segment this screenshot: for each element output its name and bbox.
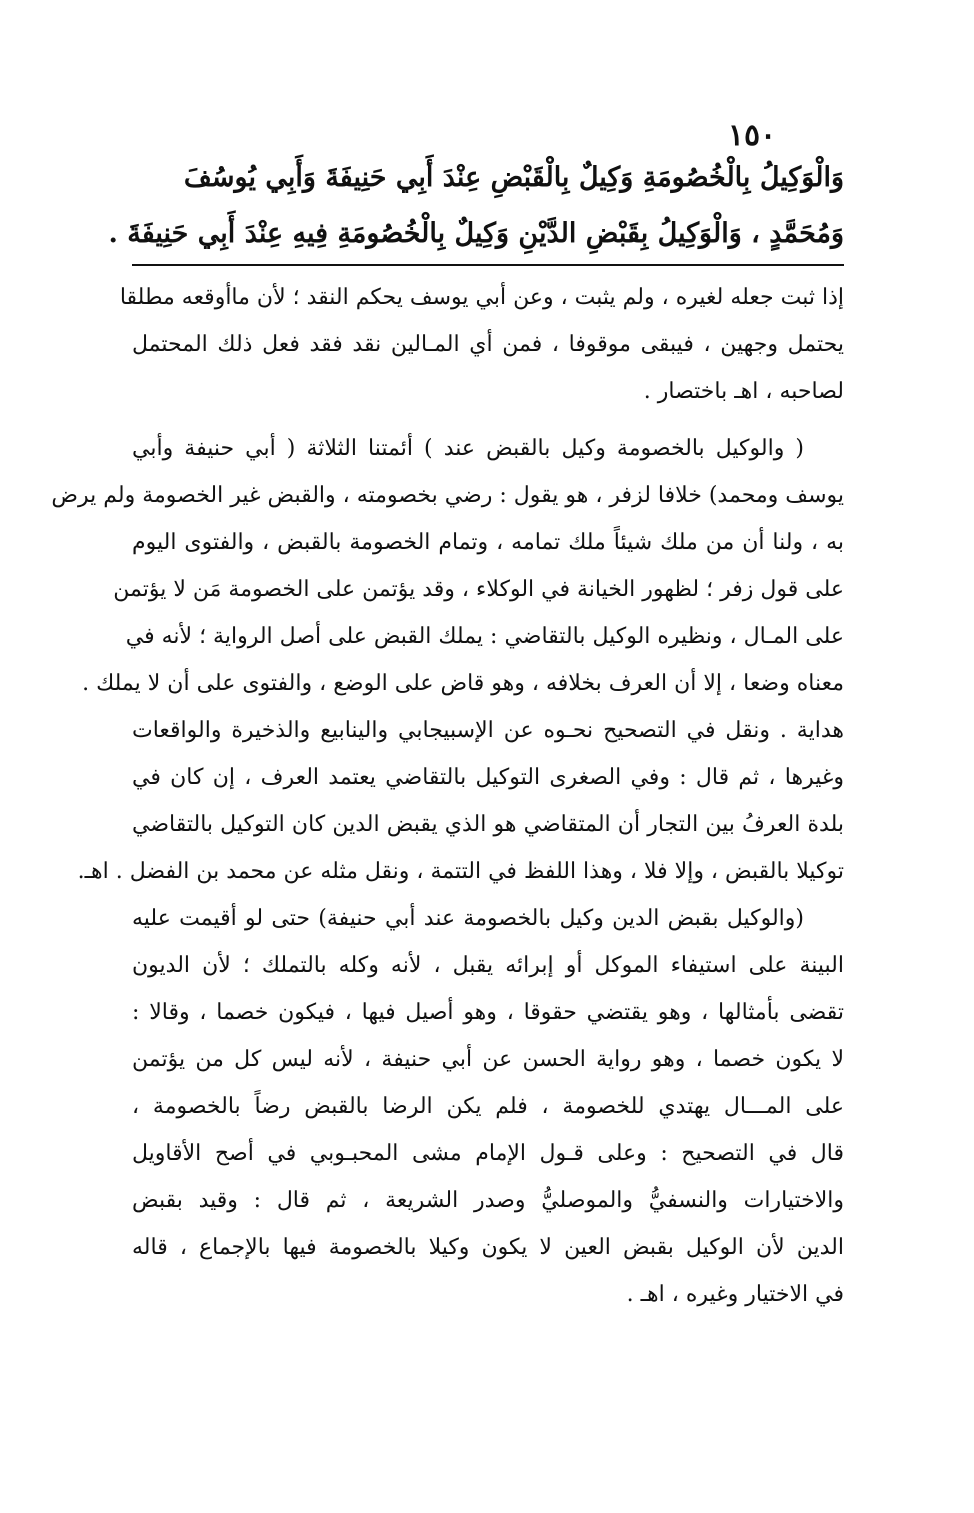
commentary-line: تقضى بأمثالها ، وهو يقتضي حقوقا ، وهو أصيل فيها ، فيكون خصما ، وقالا : xyxy=(132,1000,844,1025)
matn-line: وَالْوَكِيلُ بِالْخُصُومَةِ وَكِيلٌ بِالْقَبْضِ عِنْدَ أَبِي حَنِيفَةَ وَأَبِي يُوسُفَ xyxy=(183,162,844,193)
commentary-line: ( والوكيل بالخصومة وكيل بالقبض عند ) أئمتنا الثلاثة ( أبي حنيفة وأبي xyxy=(132,436,804,461)
commentary-line: إذا ثبت جعله لغيره ، ولم يثبت ، وعن أبي يوسف يحكم النقد ؛ لأن ماأوقعه مطلقا xyxy=(119,285,844,310)
commentary-line: به ، ولنا أن من ملك شيئاً ملك تمامه ، وتمام الخصومة بالقبض ، والفتوى اليوم xyxy=(132,530,844,555)
commentary-line: وغيرها ، ثم قال : وفي الصغرى التوكيل بالتقاضي يعتمد العرف ، إن كان في xyxy=(132,765,844,790)
commentary-line: لا يكون خصما ، وهو رواية الحسن عن أبي حنيفة ، لأنه ليس كل من يؤتمن xyxy=(132,1047,844,1072)
commentary-line: يوسف ومحمد) خلافا لزفر ، هو يقول : رضي بخصومته ، والقبض غير الخصومة ولم يرض xyxy=(51,483,844,508)
commentary-line: توكيلا بالقبض ، وإلا فلا ، وهذا اللفظ في التتمة ، ونقل مثله عن محمد بن الفضل . اهـ. xyxy=(77,859,844,884)
separator-rule xyxy=(132,264,844,266)
commentary-line: (والوكيل بقبض الدين وكيل بالخصومة عند أبي حنيفة) حتى لو أقيمت عليه xyxy=(132,906,804,931)
commentary-line: يحتمل وجهين ، فيبقى موقوفا ، فمن أي المـالين نقد فقد فعل ذلك المحتمل xyxy=(132,332,844,357)
commentary-line: والاختيارات والنسفيُّ والموصليُّ وصدر الشريعة ، ثم قال : وقيد بقبض xyxy=(132,1188,844,1213)
commentary-line: هداية . ونقل في التصحيح نحـوه عن الإسبيجابي والينابيع والذخيرة والواقعات xyxy=(132,718,844,743)
commentary-line: الدين لأن الوكيل بقبض العين لا يكون وكيلا بالخصومة فيها بالإجماع ، قاله xyxy=(132,1235,844,1260)
commentary-line: بلدة العرفُ بين التجار أن المتقاضي هو الذي يقبض الدين كان التوكيل بالتقاضي xyxy=(132,812,844,837)
commentary-line: البينة على استيفاء الموكل أو إبرائه يقبل ، لأنه وكله بالتملك ؛ لأن الديون xyxy=(132,953,844,978)
matn-text xyxy=(108,150,844,262)
matn-line: وَمُحَمَّدٍ ، وَالْوَكِيلُ بِقَبْضِ الدَّيْنِ وَكِيلٌ بِالْخُصُومَةِ فِيهِ عِنْدَ أَبِي حَنِيفَةَ . xyxy=(108,218,844,249)
commentary-line: لصاحبه ، اهـ باختصار . xyxy=(643,379,844,404)
commentary-text xyxy=(51,274,844,1318)
commentary-line: في الاختيار وغيره ، اهـ . xyxy=(626,1282,844,1307)
commentary-line: على المـال ، ونظيره الوكيل بالتقاضي : يملك القبض على أصل الرواية ؛ لأنه في xyxy=(125,624,844,649)
commentary-line: على قول زفر ؛ لظهور الخيانة في الوكلاء ، وقد يؤتمن على الخصومة مَن لا يؤتمن xyxy=(113,577,844,602)
paragraph-gap xyxy=(132,415,844,425)
commentary-line: على المـــال يهتدي للخصومة ، فلم يكن الرضا بالقبض رضاً بالخصومة ، xyxy=(132,1094,844,1119)
commentary-line: معناه وضعا ، إلا أن العرف بخلافه ، وهو قاض على الوضع ، والفتوى على أن لا يملك . xyxy=(82,671,844,696)
commentary-line: قال في التصحيح : وعلى قـول الإمام مشى المحبـوبي في أصح الأقاويل xyxy=(132,1141,844,1166)
page-number: ١٥٠ xyxy=(727,118,777,153)
